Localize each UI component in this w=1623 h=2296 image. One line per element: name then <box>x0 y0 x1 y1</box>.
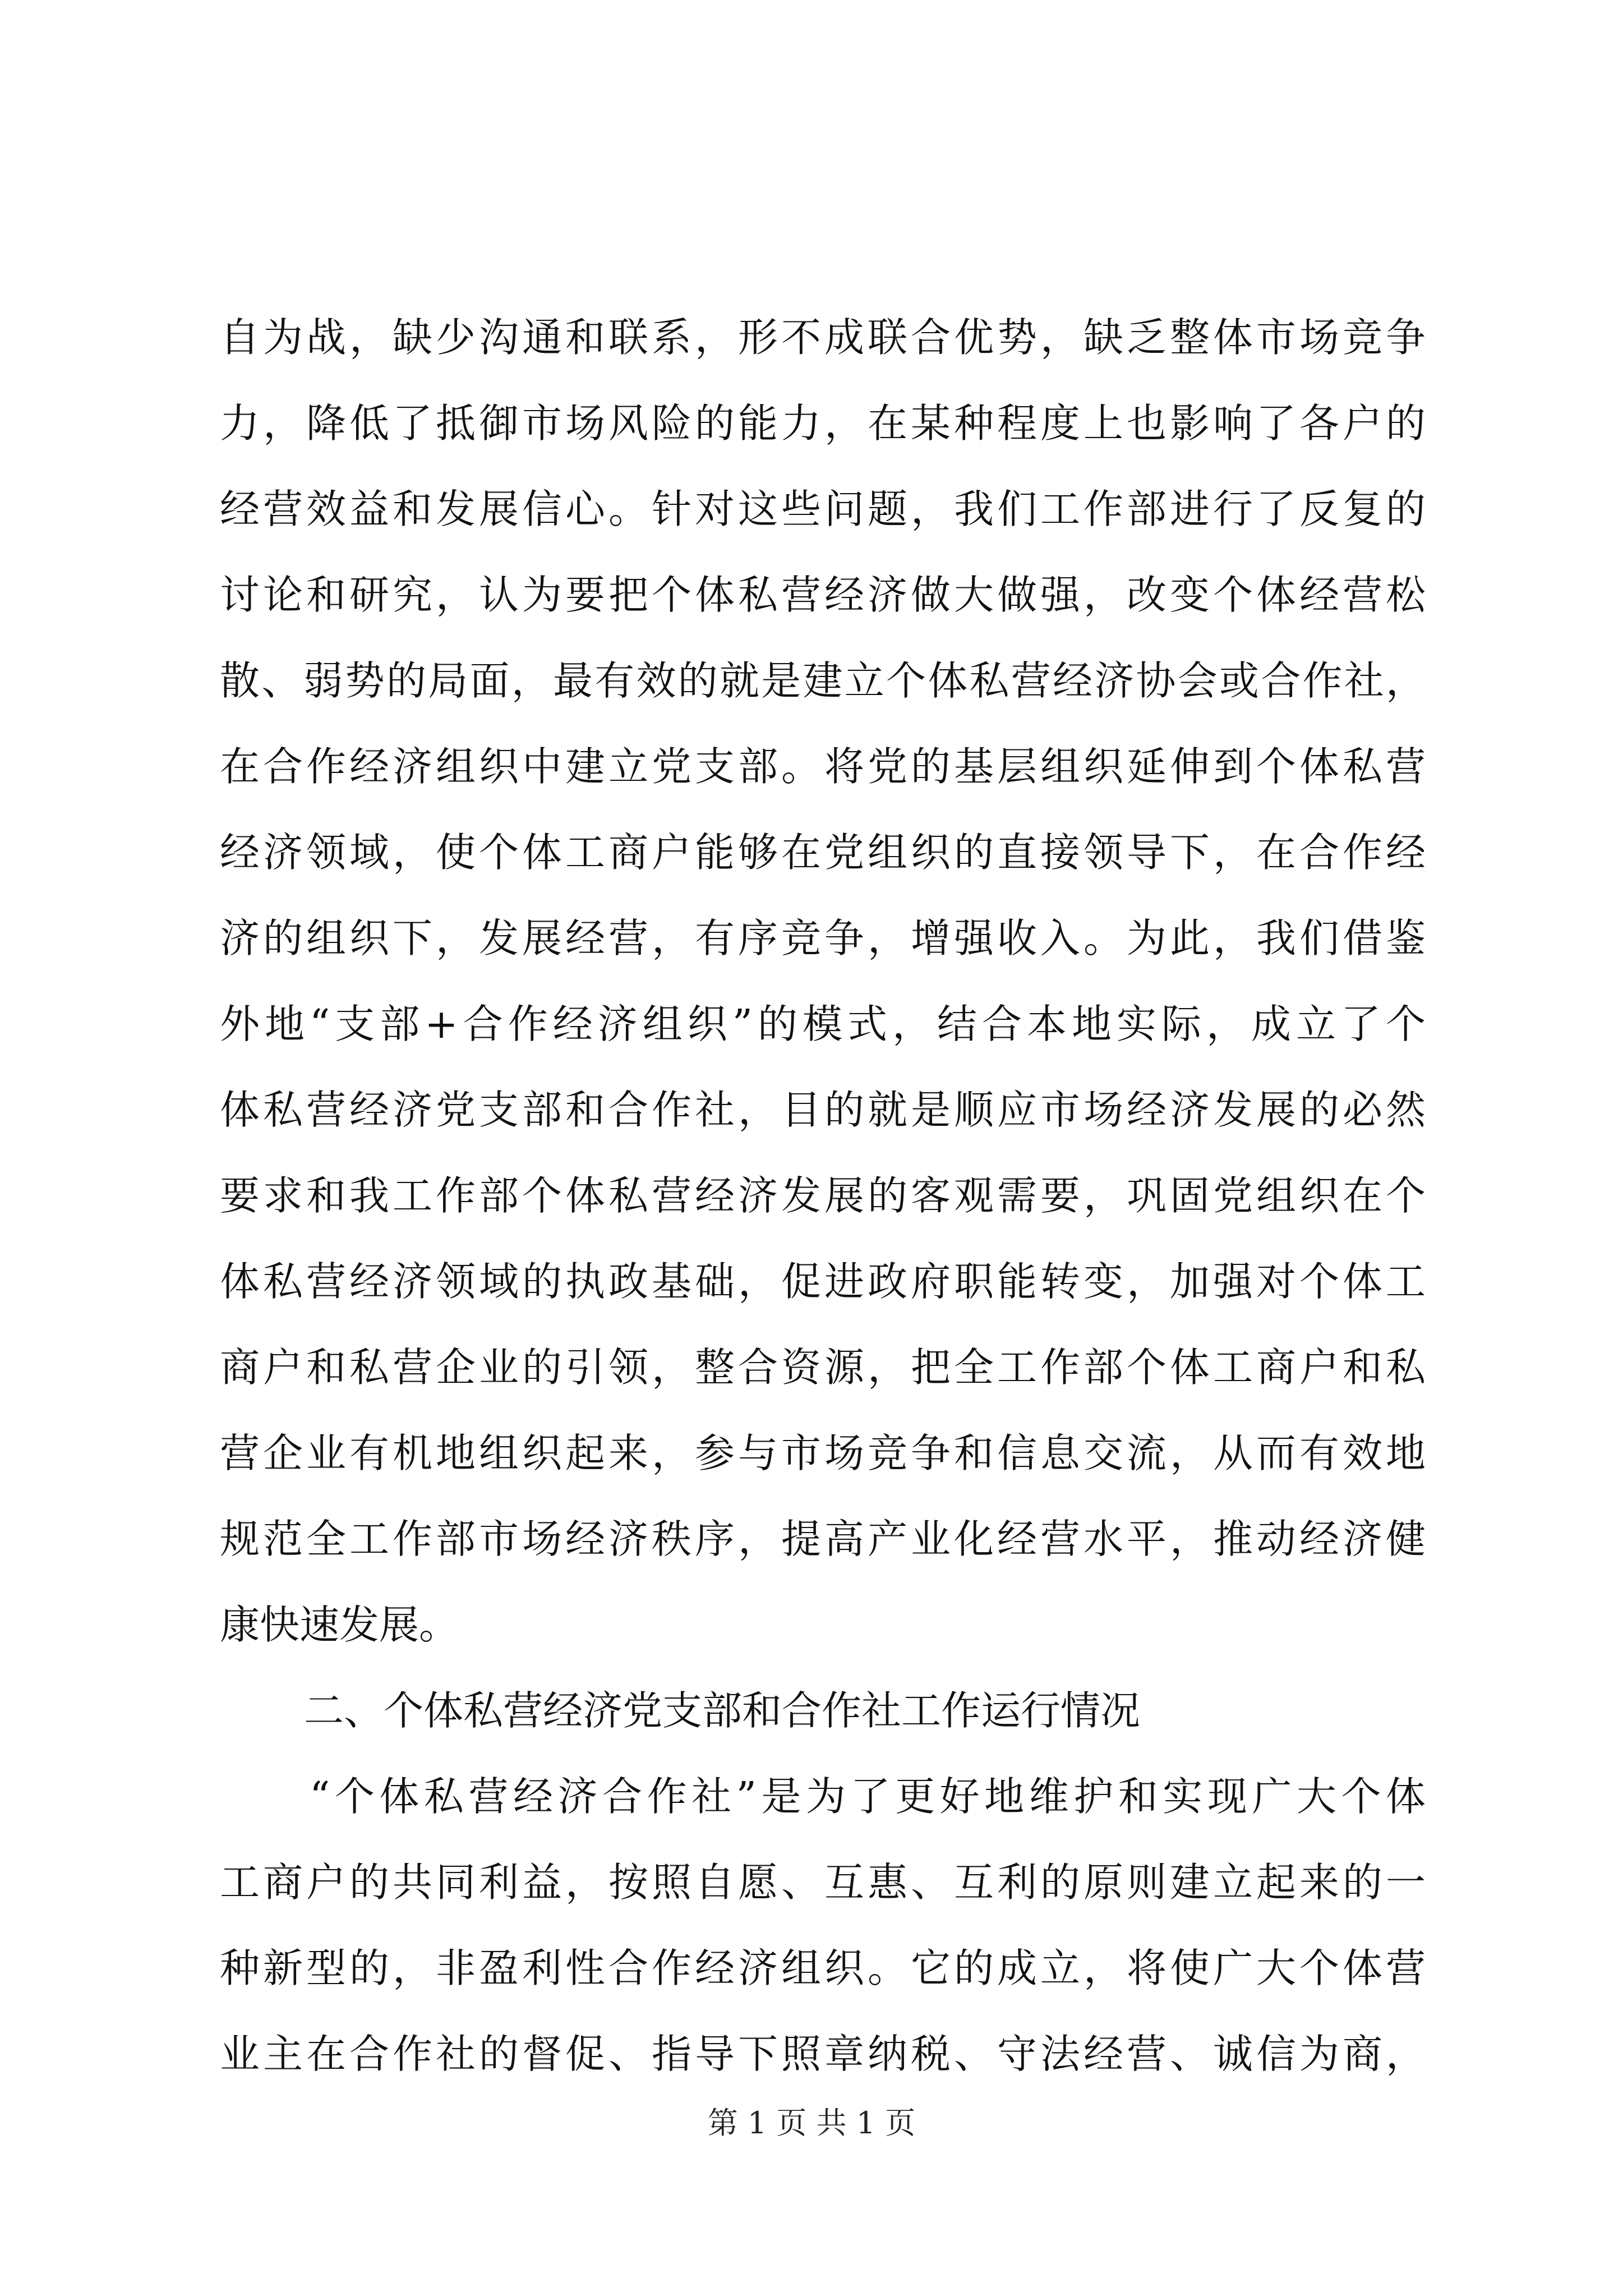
text-line: “个体私营经济合作社”是为了更好地维护和实现广大个体 <box>310 1773 1426 1820</box>
text-line: 讨论和研究，认为要把个体私营经济做大做强，改变个体经营松 <box>220 572 1426 618</box>
page-number-label: 第 1 页 共 1 页 <box>707 2105 916 2141</box>
text-line: 力，降低了抵御市场风险的能力，在某种程度上也影响了各户的 <box>220 400 1426 447</box>
document-body <box>220 295 1426 2097</box>
text-line: 体私营经济领域的执政基础，促进政府职能转变，加强对个体工 <box>220 1258 1426 1305</box>
text-line: 济的组织下，发展经营，有序竞争，增强收入。为此，我们借鉴 <box>220 915 1426 961</box>
text-line: 外地“支部+合作经济组织”的模式，结合本地实际，成立了个 <box>220 1001 1426 1047</box>
text-line: 在合作经济组织中建立党支部。将党的基层组织延伸到个体私营 <box>220 743 1426 790</box>
text-line: 业主在合作社的督促、指导下照章纳税、守法经营、诚信为商， <box>220 2031 1426 2077</box>
section-heading: 二、个体私营经济党支部和合作社工作运行情况 <box>304 1687 1141 1734</box>
text-line: 要求和我工作部个体私营经济发展的客观需要，巩固党组织在个 <box>220 1172 1426 1219</box>
text-line: 规范全工作部市场经济秩序，提高产业化经营水平，推动经济健 <box>220 1516 1426 1562</box>
text-line: 营企业有机地组织起来，参与市场竞争和信息交流，从而有效地 <box>220 1430 1426 1476</box>
text-line: 种新型的，非盈利性合作经济组织。它的成立，将使广大个体营 <box>220 1945 1426 1991</box>
text-line: 工商户的共同利益，按照自愿、互惠、互利的原则建立起来的一 <box>220 1859 1426 1906</box>
text-line: 体私营经济党支部和合作社，目的就是顺应市场经济发展的必然 <box>220 1087 1426 1133</box>
text-line: 商户和私营企业的引领，整合资源，把全工作部个体工商户和私 <box>220 1344 1426 1391</box>
text-line: 经营效益和发展信心。针对这些问题，我们工作部进行了反复的 <box>220 486 1426 532</box>
text-line: 散、弱势的局面，最有效的就是建立个体私营经济协会或合作社， <box>220 657 1426 704</box>
page-footer <box>0 2104 1623 2143</box>
text-line: 自为战，缺少沟通和联系，形不成联合优势，缺乏整体市场竞争 <box>220 314 1426 361</box>
text-line: 经济领域，使个体工商户能够在党组织的直接领导下，在合作经 <box>220 829 1426 876</box>
text-line: 康快速发展。 <box>220 1602 459 1648</box>
